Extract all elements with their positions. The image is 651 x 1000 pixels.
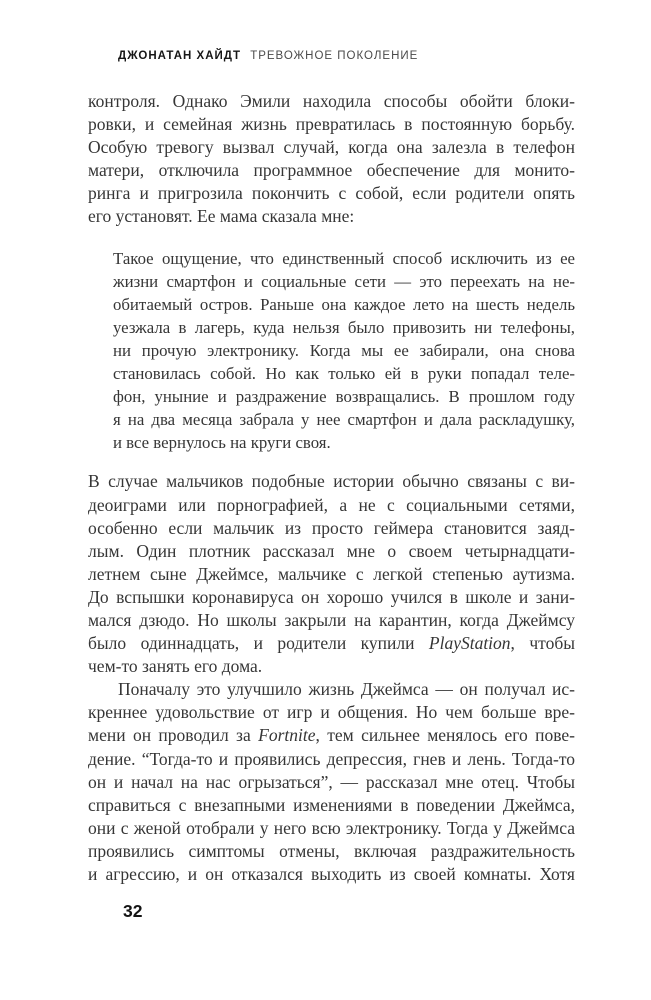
text-run: фон, уныние и раздражение возвращались. В прошлом году <box>113 387 575 407</box>
text-run: , тем сильнее менялось его пове- <box>315 725 576 746</box>
text-run: чем-то занять его дома. <box>88 656 263 677</box>
text-line <box>113 247 575 270</box>
text-line <box>88 470 575 493</box>
text-run: Такое ощущение, что единственный способ исключить из ее <box>113 248 575 268</box>
text-run: лым. Один плотник рассказал мне о своем четырнадцати- <box>88 540 575 561</box>
text-line <box>88 517 575 540</box>
text-line <box>113 385 575 408</box>
text-run: и агрессию, и он отказался выходить из своей комнаты. Хотя <box>88 864 575 884</box>
text-run: и все вернулось на круги своя. <box>113 433 331 453</box>
text-line <box>88 586 575 609</box>
text-line <box>88 748 575 771</box>
header-author: ДЖОНАТАН ХАЙДТ <box>118 50 241 62</box>
text-line <box>88 540 575 563</box>
text-line <box>88 701 575 724</box>
text-line <box>113 270 575 293</box>
text-line <box>113 316 575 339</box>
text-line <box>88 632 575 655</box>
text-line <box>88 724 575 747</box>
text-line <box>88 563 575 586</box>
text-line <box>88 90 575 113</box>
text-run: обитаемый остров. Раньше она каждое лето на шесть недель <box>113 294 575 314</box>
text-run: До вспышки коронавируса он хорошо учился в школе и зани- <box>88 586 575 607</box>
text-run: он и начал на нас огрызаться”, — рассказал мне отец. Чтобы <box>88 771 575 792</box>
text-line <box>88 182 575 205</box>
text-line <box>88 794 575 817</box>
text-line <box>88 113 575 136</box>
text-run: уезжала в лагерь, куда нельзя было привозить ни телефоны, <box>113 317 575 337</box>
text-run: ни прочую электронику. Когда мы ее забирали, она снова <box>113 340 575 360</box>
text-line <box>88 494 575 517</box>
text-run: мени он проводил за <box>88 725 259 746</box>
text-run: жизни смартфон и социальные сети — это переехать на не- <box>113 271 575 291</box>
paragraph <box>88 470 575 678</box>
text-line <box>88 136 575 159</box>
text-run: его установят. Ее мама сказала мне: <box>88 206 355 227</box>
text-run: мался дзюдо. Но школы закрыли на карантин, когда Джеймсу <box>88 609 575 630</box>
text-line <box>88 205 575 228</box>
text-run: особенно если мальчик из просто геймера становится заяд- <box>88 517 575 538</box>
text-run: креннее удовольствие от игр и общения. Но чем больше вре- <box>88 702 575 723</box>
paragraph <box>88 678 575 886</box>
block-quote <box>113 247 575 455</box>
text-run: дение. “Тогда-то и проявились депрессия, гнев и лень. Тогда-то <box>88 748 575 769</box>
italic-term: Fortnite <box>258 725 316 746</box>
italic-term: PlayStation <box>428 633 511 654</box>
text-run: становилась собой. Но как только ей в руки попадал теле- <box>113 364 575 384</box>
text-run: ровки, и семейная жизнь превратилась в постоянную борьбу. <box>88 114 575 135</box>
text-run: , чтобы <box>510 633 575 654</box>
text-line <box>88 863 575 886</box>
text-line <box>113 293 575 316</box>
paragraph <box>88 90 575 229</box>
text-run: проявились симптомы отмены, включая раздражительность <box>88 840 575 861</box>
text-run: я на два месяца забрала у нее смартфон и дала раскладушку, <box>113 410 575 430</box>
text-line <box>88 159 575 182</box>
text-run: контроля. Однако Эмили находила способы обойти блоки- <box>88 91 575 111</box>
text-run: было одиннадцать, и родители купили <box>88 633 429 654</box>
text-run: Особую тревогу вызвал случай, когда она залезла в телефон <box>88 137 575 158</box>
text-line <box>113 431 575 454</box>
text-run: Поначалу это улучшило жизнь Джеймса — он получал ис- <box>118 679 575 700</box>
page-text <box>88 90 575 886</box>
text-line <box>113 339 575 362</box>
text-run: матери, отключила программное обеспечение для монито- <box>88 160 575 181</box>
running-header <box>118 50 418 62</box>
text-run: летнем сыне Джеймсе, мальчике с легкой степенью аутизма. <box>88 563 575 584</box>
header-book-title: ТРЕВОЖНОЕ ПОКОЛЕНИЕ <box>250 50 419 62</box>
text-line <box>88 609 575 632</box>
text-run: ринга и пригрозила покончить с собой, если родители опять <box>88 183 575 204</box>
text-run: деоиграми или порнографией, а не с социальными сетями, <box>88 494 575 515</box>
text-line <box>88 678 575 701</box>
text-line <box>88 817 575 840</box>
text-line <box>88 655 575 678</box>
text-run: они с женой отобрали у него всю электронику. Тогда у Джеймса <box>88 817 575 838</box>
text-line <box>113 408 575 431</box>
text-run: справиться с внезапными изменениями в поведении Джеймса, <box>88 794 575 815</box>
page-number: 32 <box>123 901 143 921</box>
text-line <box>113 362 575 385</box>
text-line <box>88 771 575 794</box>
text-run: В случае мальчиков подобные истории обычно связаны с ви- <box>88 471 575 492</box>
text-line <box>88 840 575 863</box>
